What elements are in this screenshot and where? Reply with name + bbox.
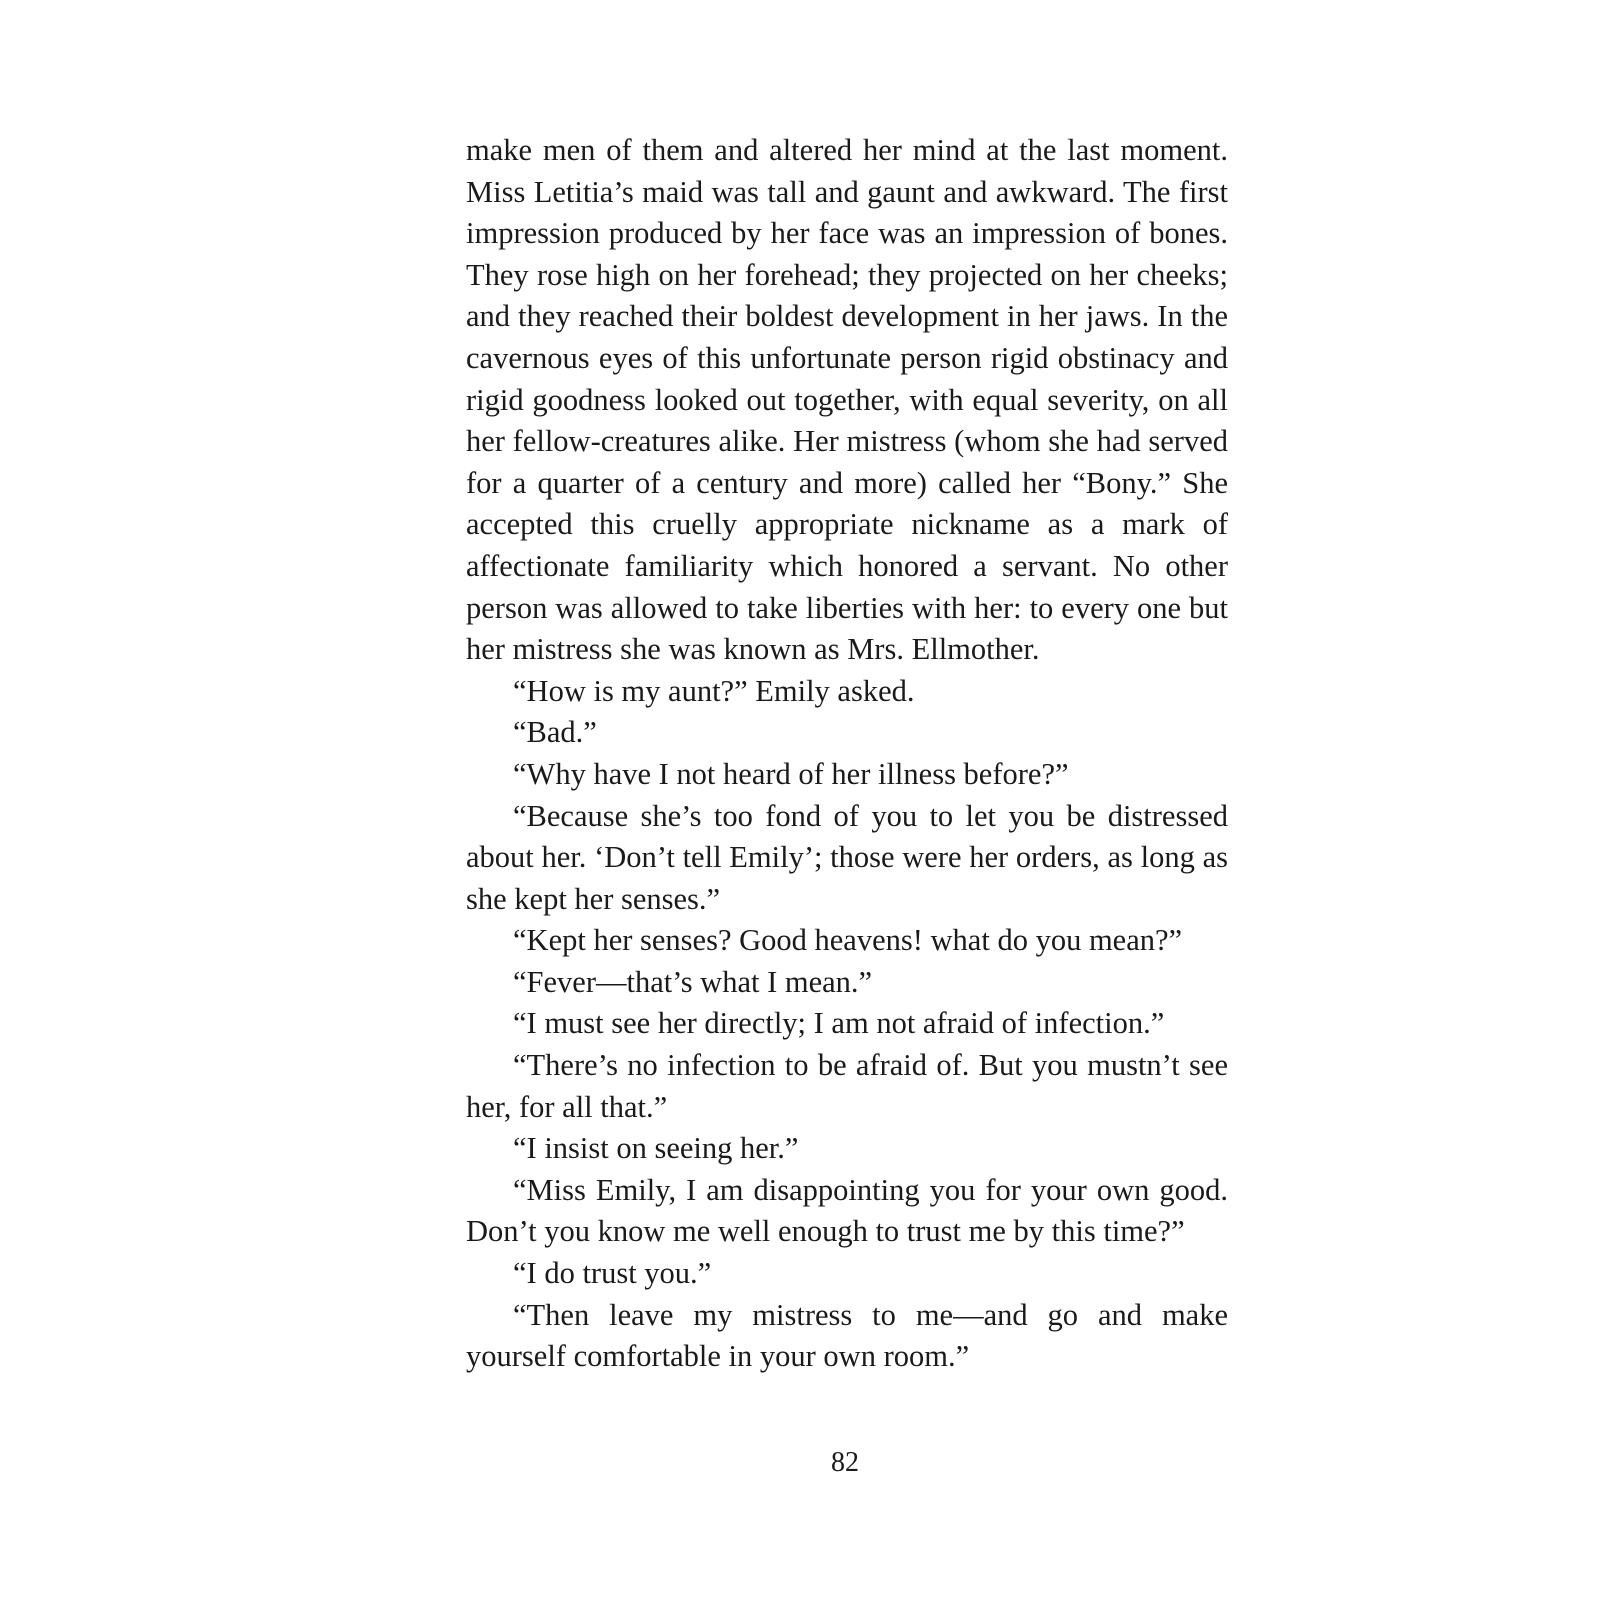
paragraph-dialogue: “Fever—that’s what I mean.” bbox=[513, 964, 873, 999]
paragraph-dialogue: “I do trust you.” bbox=[513, 1256, 712, 1291]
paragraph-dialogue: “Miss Emily, I am disappointing you for your own good. Don’t you know me well enough to trust me by this time?” bbox=[466, 1172, 1228, 1249]
paragraph-dialogue: “Why have I not heard of her illness before?” bbox=[513, 756, 1069, 791]
paragraph-dialogue: “How is my aunt?” Emily asked. bbox=[513, 673, 915, 708]
paragraph-dialogue: “I must see her directly; I am not afraid of infection.” bbox=[513, 1006, 1165, 1041]
paragraph-dialogue: “I insist on seeing her.” bbox=[513, 1131, 799, 1166]
paragraph-dialogue: “There’s no infection to be afraid of. But you mustn’t see her, for all that.” bbox=[466, 1048, 1228, 1124]
page-number: 82 bbox=[831, 1447, 859, 1478]
body-text bbox=[466, 130, 1228, 1378]
paragraph-dialogue: “Kept her senses? Good heavens! what do you mean?” bbox=[513, 923, 1183, 958]
paragraph-continuation: make men of them and altered her mind at the last moment. Miss Letitia’s maid was tall and gaunt and awkward. The first impression produced by her face was an impression of bones. They rose high on her forehead; they projected on her cheeks; and they reached their boldest development in her jaws. In the cavernous eyes of this unfortunate person rigid obstinacy and rigid goodness looked out together, with equal severity, on all her fellow-creatures alike. Her mistress (whom she had served for a quarter of a century and more) called her “Bony.” She accepted this cruelly appropriate nickname as a mark of affectionate familiarity which honored a servant. No other person was allowed to take liberties with her: to every one but her mistress she was known as Mrs. Ellmother. bbox=[466, 133, 1228, 667]
paragraph-dialogue: “Bad.” bbox=[513, 715, 597, 750]
paragraph-dialogue: “Because she’s too fond of you to let you be distressed about her. ‘Don’t tell Emily’; those were her orders, as long as she kept her senses.” bbox=[466, 798, 1228, 916]
paragraph-dialogue: “Then leave my mistress to me—and go and make yourself comfortable in your own room.” bbox=[466, 1297, 1228, 1374]
